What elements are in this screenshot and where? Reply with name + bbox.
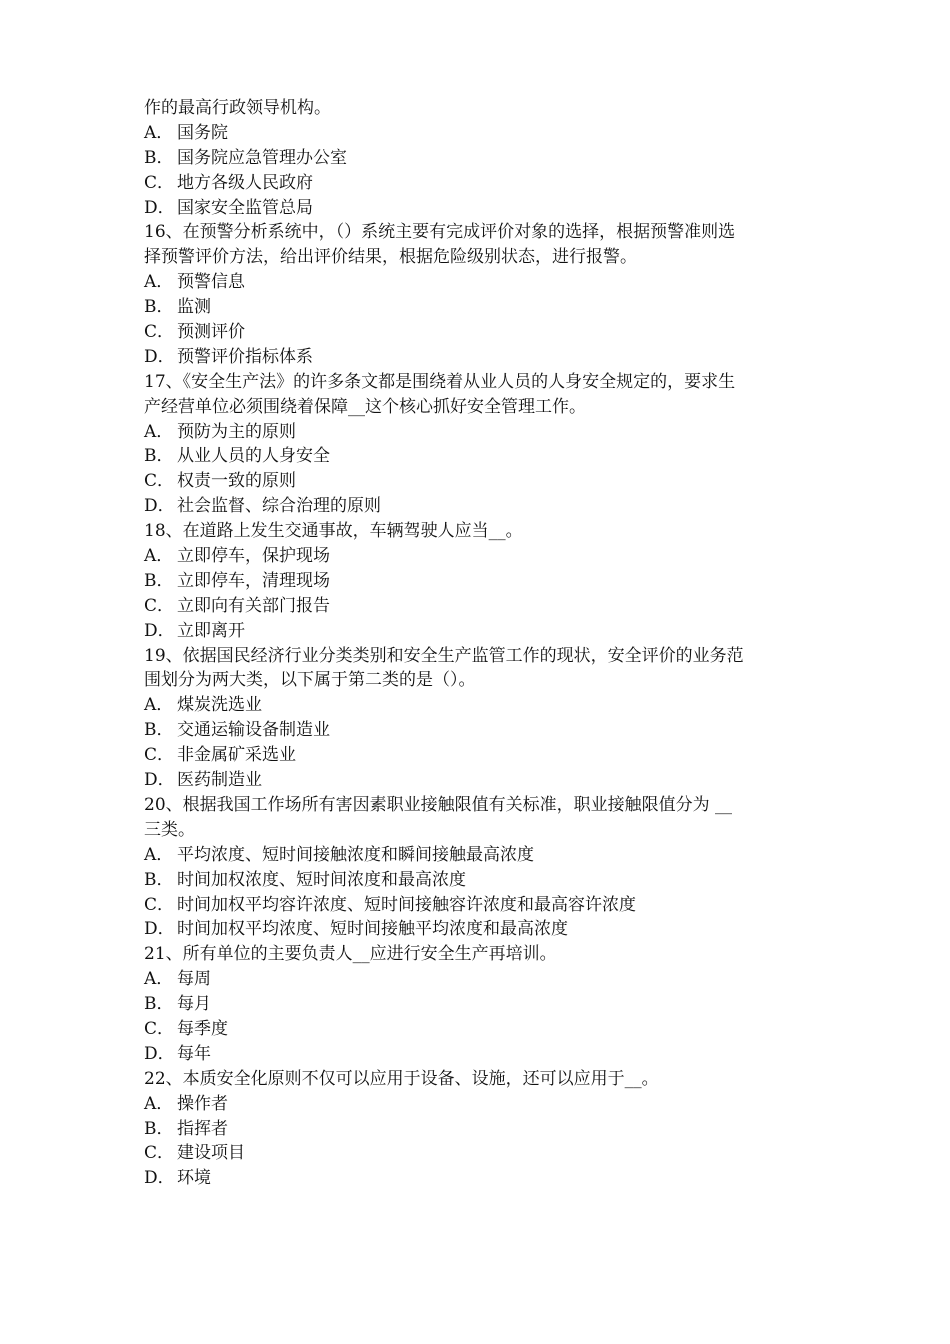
option-letter: D． <box>144 496 175 517</box>
option-text: 每周 <box>177 969 211 990</box>
option-text: 预警评价指标体系 <box>177 346 313 367</box>
option-letter: A． <box>144 1093 174 1114</box>
option-letter: A． <box>144 122 174 143</box>
option-text: 立即停车，清理现场 <box>177 570 330 591</box>
question-text-line: 21、所有单位的主要负责人__应进行安全生产再培训。 <box>144 944 557 965</box>
option-text: 指挥者 <box>177 1118 228 1139</box>
option-letter: C． <box>144 172 175 193</box>
option-d <box>144 1166 816 1191</box>
option-letter: D． <box>144 770 175 791</box>
option-letter: C． <box>144 471 175 492</box>
option-c <box>144 1141 816 1166</box>
option-letter: D． <box>144 197 175 218</box>
option-d <box>144 917 816 942</box>
option-b <box>144 1117 816 1142</box>
option-letter: B． <box>144 869 174 890</box>
option-text: 时间加权浓度、短时间浓度和最高浓度 <box>177 869 466 890</box>
option-letter: D． <box>144 919 175 940</box>
option-c <box>144 171 816 196</box>
option-text: 从业人员的人身安全 <box>177 446 330 467</box>
option-c <box>144 1017 816 1042</box>
question-20 <box>144 793 816 942</box>
option-letter: C． <box>144 595 175 616</box>
question-text-line: 三类。 <box>144 819 195 840</box>
option-letter: B． <box>144 570 174 591</box>
option-text: 建设项目 <box>177 1143 245 1164</box>
document-page <box>144 96 816 1191</box>
option-a <box>144 121 816 146</box>
option-c <box>144 469 816 494</box>
question-21 <box>144 942 816 1066</box>
option-text: 非金属矿采选业 <box>177 745 296 766</box>
option-letter: C． <box>144 1143 175 1164</box>
option-letter: D． <box>144 346 175 367</box>
option-text: 国务院 <box>177 122 228 143</box>
option-a <box>144 270 816 295</box>
option-a <box>144 1092 816 1117</box>
option-a <box>144 420 816 445</box>
option-b <box>144 569 816 594</box>
option-text: 医药制造业 <box>177 770 262 791</box>
question-22 <box>144 1067 816 1191</box>
option-text: 立即向有关部门报告 <box>177 595 330 616</box>
option-d <box>144 619 816 644</box>
option-text: 环境 <box>177 1168 211 1189</box>
option-letter: A． <box>144 546 174 567</box>
option-text: 国家安全监管总局 <box>177 197 313 218</box>
option-c <box>144 893 816 918</box>
option-text: 地方各级人民政府 <box>177 172 313 193</box>
question-text-line: 16、在预警分析系统中，（）系统主要有完成评价对象的选择，根据预警准则选 <box>144 222 736 243</box>
option-text: 立即离开 <box>177 620 245 641</box>
option-b <box>144 992 816 1017</box>
option-text: 预测评价 <box>177 322 245 343</box>
option-letter: A． <box>144 421 174 442</box>
question-text-line: 产经营单位必须围绕着保障__这个核心抓好安全管理工作。 <box>144 396 586 417</box>
option-letter: B． <box>144 446 174 467</box>
option-text: 交通运输设备制造业 <box>177 720 330 741</box>
question-text-line: 18、在道路上发生交通事故，车辆驾驶人应当__。 <box>144 521 523 542</box>
option-text: 监测 <box>177 297 211 318</box>
option-text: 每季度 <box>177 1018 228 1039</box>
option-letter: A． <box>144 695 174 716</box>
option-d <box>144 768 816 793</box>
option-letter: D． <box>144 1043 175 1064</box>
option-d <box>144 494 816 519</box>
option-text: 社会监督、综合治理的原则 <box>177 496 381 517</box>
option-d <box>144 196 816 221</box>
question-text-line: 作的最高行政领导机构。 <box>144 98 331 118</box>
option-letter: B． <box>144 994 174 1015</box>
option-letter: A． <box>144 844 174 865</box>
option-text: 平均浓度、短时间接触浓度和瞬间接触最高浓度 <box>177 844 534 865</box>
option-letter: D． <box>144 620 175 641</box>
option-letter: B． <box>144 147 174 168</box>
question-text-line: 围划分为两大类，以下属于第二类的是（）。 <box>144 670 476 691</box>
question-17 <box>144 370 816 519</box>
question-text-line: 22、本质安全化原则不仅可以应用于设备、设施，还可以应用于__。 <box>144 1068 659 1089</box>
question-text-line: 择预警评价方法，给出评价结果，根据危险级别状态，进行报警。 <box>144 247 637 268</box>
option-text: 权责一致的原则 <box>177 471 296 492</box>
option-text: 操作者 <box>177 1093 228 1114</box>
option-c <box>144 743 816 768</box>
option-a <box>144 967 816 992</box>
option-d <box>144 345 816 370</box>
option-b <box>144 718 816 743</box>
option-letter: A． <box>144 272 174 293</box>
option-a <box>144 544 816 569</box>
option-c <box>144 320 816 345</box>
option-letter: D． <box>144 1168 175 1189</box>
question-text-line: 17、《安全生产法》的许多条文都是围绕着从业人员的人身安全规定的，要求生 <box>144 371 736 392</box>
option-text: 时间加权平均浓度、短时间接触平均浓度和最高浓度 <box>177 919 568 940</box>
option-text: 国务院应急管理办公室 <box>177 147 347 168</box>
option-letter: C． <box>144 894 175 915</box>
option-letter: A． <box>144 969 174 990</box>
option-letter: C． <box>144 322 175 343</box>
question-19 <box>144 644 816 793</box>
option-letter: C． <box>144 745 175 766</box>
option-b <box>144 295 816 320</box>
option-a <box>144 843 816 868</box>
option-letter: B． <box>144 1118 174 1139</box>
option-text: 每年 <box>177 1043 211 1064</box>
option-text: 每月 <box>177 994 211 1015</box>
question-15-continuation <box>144 96 816 220</box>
option-text: 预防为主的原则 <box>177 421 296 442</box>
option-letter: C． <box>144 1018 175 1039</box>
option-letter: B． <box>144 297 174 318</box>
question-text-line: 20、根据我国工作场所有害因素职业接触限值有关标准，职业接触限值分为 __ <box>144 794 733 815</box>
option-a <box>144 693 816 718</box>
option-d <box>144 1042 816 1067</box>
option-text: 预警信息 <box>177 272 245 293</box>
option-letter: B． <box>144 720 174 741</box>
option-b <box>144 868 816 893</box>
option-text: 立即停车，保护现场 <box>177 546 330 567</box>
option-b <box>144 146 816 171</box>
question-18 <box>144 519 816 643</box>
option-text: 煤炭洗选业 <box>177 695 262 716</box>
question-16 <box>144 220 816 369</box>
option-b <box>144 444 816 469</box>
option-text: 时间加权平均容许浓度、短时间接触容许浓度和最高容许浓度 <box>177 894 636 915</box>
question-text-line: 19、依据国民经济行业分类类别和安全生产监管工作的现状，安全评价的业务范 <box>144 645 744 666</box>
option-c <box>144 594 816 619</box>
